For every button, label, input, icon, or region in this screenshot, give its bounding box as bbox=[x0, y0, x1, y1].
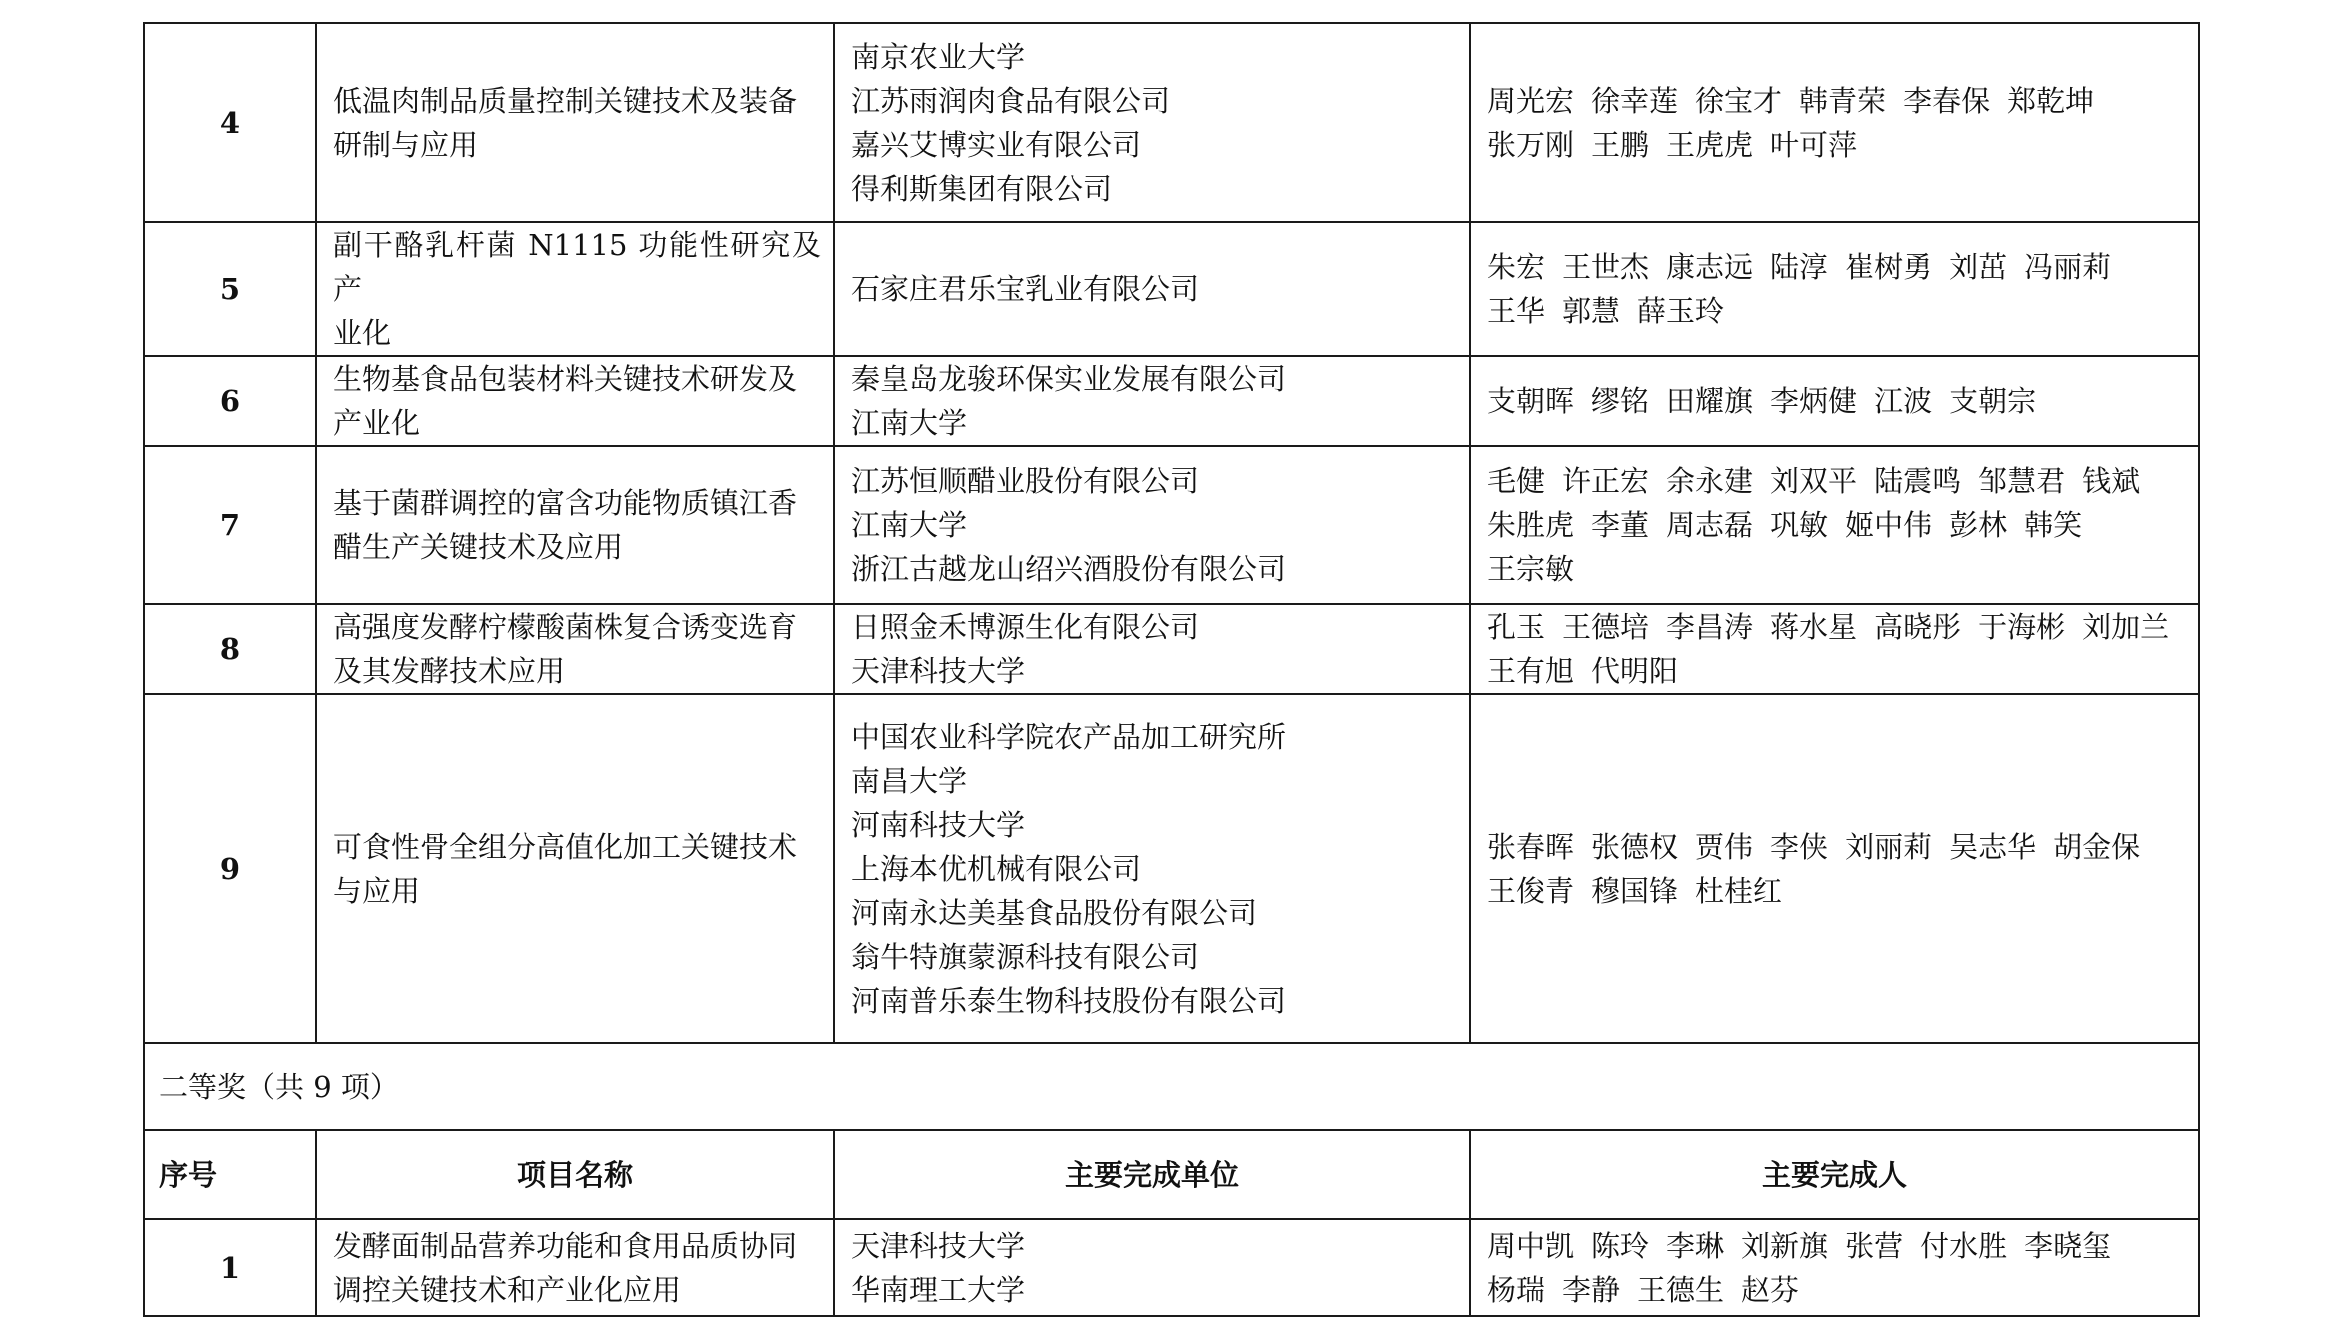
person-name: 高晓彤 bbox=[1874, 610, 1962, 644]
project-name-line: 调控关键技术和产业化应用 bbox=[333, 1272, 682, 1307]
unit-name: 河南科技大学 bbox=[851, 807, 1026, 842]
person-name: 王德生 bbox=[1637, 1272, 1725, 1307]
row-number: 5 bbox=[144, 222, 316, 356]
unit-name: 河南普乐泰生物科技股份有限公司 bbox=[851, 983, 1287, 1018]
people-line bbox=[1487, 459, 2190, 503]
person-name: 王世杰 bbox=[1562, 250, 1650, 284]
person-name: 支朝晖 bbox=[1487, 384, 1575, 418]
person-name: 杨瑞 bbox=[1487, 1272, 1546, 1307]
completion-people bbox=[1470, 446, 2199, 604]
person-name: 薛玉玲 bbox=[1637, 294, 1725, 328]
table-row bbox=[144, 694, 2199, 1043]
project-name-line: 基于菌群调控的富含功能物质镇江香 bbox=[333, 486, 798, 520]
people-line bbox=[1487, 245, 2190, 289]
person-name: 李春保 bbox=[1903, 83, 1991, 118]
person-name: 张春晖 bbox=[1487, 829, 1575, 864]
project-name bbox=[316, 222, 834, 356]
unit-name: 翁牛特旗蒙源科技有限公司 bbox=[851, 939, 1200, 974]
completion-units bbox=[834, 356, 1470, 446]
unit-name: 河南永达美基食品股份有限公司 bbox=[851, 895, 1258, 930]
table-row bbox=[144, 446, 2199, 604]
person-name: 王虎虎 bbox=[1666, 127, 1754, 162]
row-number: 6 bbox=[144, 356, 316, 446]
unit-name: 天津科技大学 bbox=[851, 1228, 1026, 1263]
person-name: 李琳 bbox=[1666, 1228, 1725, 1263]
person-name: 朱胜虎 bbox=[1487, 508, 1575, 542]
unit-name: 江苏雨润肉食品有限公司 bbox=[851, 83, 1171, 118]
person-name: 李侠 bbox=[1770, 829, 1829, 864]
project-name-line: 生物基食品包装材料关键技术研发及 bbox=[333, 362, 798, 396]
person-name: 钱斌 bbox=[2082, 464, 2141, 498]
unit-name: 秦皇岛龙骏环保实业发展有限公司 bbox=[851, 362, 1287, 396]
person-name: 缪铭 bbox=[1591, 384, 1650, 418]
unit-name: 南京农业大学 bbox=[851, 39, 1026, 74]
header-units: 主要完成单位 bbox=[834, 1130, 1470, 1219]
person-name: 李静 bbox=[1562, 1272, 1621, 1307]
unit-name: 上海本优机械有限公司 bbox=[851, 851, 1142, 886]
unit-name: 中国农业科学院农产品加工研究所 bbox=[851, 719, 1287, 754]
person-name: 刘茁 bbox=[1949, 250, 2008, 284]
person-name: 李炳健 bbox=[1770, 384, 1858, 418]
completion-people bbox=[1470, 604, 2199, 694]
person-name: 周中凯 bbox=[1487, 1228, 1575, 1263]
person-name: 刘加兰 bbox=[2082, 610, 2170, 644]
table-row bbox=[144, 1219, 2199, 1316]
completion-units bbox=[834, 604, 1470, 694]
project-name-line: 高强度发酵柠檬酸菌株复合诱变选育 bbox=[333, 610, 798, 644]
unit-name: 得利斯集团有限公司 bbox=[851, 171, 1113, 206]
person-name: 付水胜 bbox=[1920, 1228, 2008, 1263]
person-name: 吴志华 bbox=[1949, 829, 2037, 864]
person-name: 崔树勇 bbox=[1845, 250, 1933, 284]
person-name: 王俊青 bbox=[1487, 873, 1575, 908]
unit-name: 石家庄君乐宝乳业有限公司 bbox=[851, 272, 1200, 306]
document-page bbox=[143, 22, 2198, 1307]
award-table bbox=[143, 22, 2200, 1317]
person-name: 贾伟 bbox=[1695, 829, 1754, 864]
project-name-line: 可食性骨全组分高值化加工关键技术 bbox=[333, 829, 798, 864]
person-name: 王华 bbox=[1487, 294, 1546, 328]
person-name: 于海彬 bbox=[1978, 610, 2066, 644]
second-prize-rows bbox=[144, 1219, 2199, 1316]
person-name: 张德权 bbox=[1591, 829, 1679, 864]
row-number: 9 bbox=[144, 694, 316, 1043]
person-name: 胡金保 bbox=[2053, 829, 2141, 864]
person-name: 张万刚 bbox=[1487, 127, 1575, 162]
section-title: 二等奖（共 9 项） bbox=[144, 1043, 2199, 1130]
project-name bbox=[316, 356, 834, 446]
unit-name: 天津科技大学 bbox=[851, 654, 1026, 688]
table-row bbox=[144, 222, 2199, 356]
person-name: 穆国锋 bbox=[1591, 873, 1679, 908]
person-name: 赵芬 bbox=[1741, 1272, 1800, 1307]
person-name: 巩敏 bbox=[1770, 508, 1829, 542]
row-number: 7 bbox=[144, 446, 316, 604]
person-name: 王德培 bbox=[1562, 610, 1650, 644]
completion-people bbox=[1470, 356, 2199, 446]
person-name: 许正宏 bbox=[1562, 464, 1650, 498]
row-number: 1 bbox=[144, 1219, 316, 1316]
table-row bbox=[144, 604, 2199, 694]
person-name: 刘新旗 bbox=[1741, 1228, 1829, 1263]
people-line bbox=[1487, 869, 2190, 913]
person-name: 康志远 bbox=[1666, 250, 1754, 284]
person-name: 杜桂红 bbox=[1695, 873, 1783, 908]
row-number: 8 bbox=[144, 604, 316, 694]
header-project: 项目名称 bbox=[316, 1130, 834, 1219]
project-name-line: 与应用 bbox=[333, 873, 421, 908]
people-line bbox=[1487, 79, 2190, 123]
project-name-line: 业化 bbox=[333, 316, 392, 350]
people-line bbox=[1487, 825, 2190, 869]
completion-units bbox=[834, 1219, 1470, 1316]
header-people: 主要完成人 bbox=[1470, 1130, 2199, 1219]
project-name-line: 产业化 bbox=[333, 406, 421, 440]
person-name: 孔玉 bbox=[1487, 610, 1546, 644]
person-name: 张营 bbox=[1845, 1228, 1904, 1263]
completion-people bbox=[1470, 23, 2199, 222]
project-name-line: 及其发酵技术应用 bbox=[333, 654, 566, 688]
person-name: 彭林 bbox=[1949, 508, 2008, 542]
completion-units bbox=[834, 23, 1470, 222]
unit-name: 江苏恒顺醋业股份有限公司 bbox=[851, 464, 1200, 498]
completion-people bbox=[1470, 222, 2199, 356]
person-name: 陆淳 bbox=[1770, 250, 1829, 284]
people-line bbox=[1487, 289, 2190, 333]
table-row bbox=[144, 23, 2199, 222]
person-name: 王有旭 bbox=[1487, 654, 1575, 688]
person-name: 江波 bbox=[1874, 384, 1933, 418]
person-name: 陆震鸣 bbox=[1874, 464, 1962, 498]
people-line bbox=[1487, 547, 2190, 591]
person-name: 王宗敏 bbox=[1487, 552, 1575, 586]
people-line bbox=[1487, 649, 2190, 693]
person-name: 支朝宗 bbox=[1949, 384, 2037, 418]
project-name bbox=[316, 694, 834, 1043]
person-name: 田耀旗 bbox=[1666, 384, 1754, 418]
header-row bbox=[144, 1130, 2199, 1219]
person-name: 余永建 bbox=[1666, 464, 1754, 498]
person-name: 刘丽莉 bbox=[1845, 829, 1933, 864]
person-name: 姬中伟 bbox=[1845, 508, 1933, 542]
person-name: 邹慧君 bbox=[1978, 464, 2066, 498]
person-name: 李昌涛 bbox=[1666, 610, 1754, 644]
person-name: 代明阳 bbox=[1591, 654, 1679, 688]
row-number: 4 bbox=[144, 23, 316, 222]
completion-units bbox=[834, 222, 1470, 356]
table-row bbox=[144, 356, 2199, 446]
person-name: 李董 bbox=[1591, 508, 1650, 542]
person-name: 周光宏 bbox=[1487, 83, 1575, 118]
first-prize-rows bbox=[144, 23, 2199, 1043]
person-name: 韩笑 bbox=[2024, 508, 2083, 542]
completion-units bbox=[834, 694, 1470, 1043]
project-name-line: 低温肉制品质量控制关键技术及装备 bbox=[333, 83, 798, 118]
project-name bbox=[316, 604, 834, 694]
people-line bbox=[1487, 503, 2190, 547]
person-name: 韩青荣 bbox=[1799, 83, 1887, 118]
header-no: 序号 bbox=[144, 1130, 316, 1219]
person-name: 叶可萍 bbox=[1770, 127, 1858, 162]
person-name: 毛健 bbox=[1487, 464, 1546, 498]
person-name: 蒋水星 bbox=[1770, 610, 1858, 644]
section-row bbox=[144, 1043, 2199, 1130]
project-name bbox=[316, 446, 834, 604]
person-name: 李晓玺 bbox=[2024, 1228, 2112, 1263]
unit-name: 南昌大学 bbox=[851, 763, 968, 798]
project-name-line: 研制与应用 bbox=[333, 127, 479, 162]
person-name: 徐宝才 bbox=[1695, 83, 1783, 118]
person-name: 郑乾坤 bbox=[2007, 83, 2095, 118]
person-name: 朱宏 bbox=[1487, 250, 1546, 284]
project-name-line: 醋生产关键技术及应用 bbox=[333, 530, 624, 564]
person-name: 徐幸莲 bbox=[1591, 83, 1679, 118]
person-name: 王鹏 bbox=[1591, 127, 1650, 162]
project-name-line: 发酵面制品营养功能和食用品质协同 bbox=[333, 1228, 798, 1263]
unit-name: 浙江古越龙山绍兴酒股份有限公司 bbox=[851, 552, 1287, 586]
people-line bbox=[1487, 605, 2190, 649]
completion-people bbox=[1470, 1219, 2199, 1316]
completion-people bbox=[1470, 694, 2199, 1043]
person-name: 周志磊 bbox=[1666, 508, 1754, 542]
people-line bbox=[1487, 379, 2190, 423]
person-name: 冯丽莉 bbox=[2024, 250, 2112, 284]
people-line bbox=[1487, 1224, 2190, 1268]
unit-name: 华南理工大学 bbox=[851, 1272, 1026, 1307]
project-name bbox=[316, 23, 834, 222]
person-name: 刘双平 bbox=[1770, 464, 1858, 498]
person-name: 陈玲 bbox=[1591, 1228, 1650, 1263]
unit-name: 江南大学 bbox=[851, 508, 968, 542]
unit-name: 日照金禾博源生化有限公司 bbox=[851, 610, 1200, 644]
people-line bbox=[1487, 1268, 2190, 1312]
project-name-line: 副干酪乳杆菌 N1115 功能性研究及产 bbox=[333, 228, 821, 306]
person-name: 郭慧 bbox=[1562, 294, 1621, 328]
unit-name: 江南大学 bbox=[851, 406, 968, 440]
project-name bbox=[316, 1219, 834, 1316]
completion-units bbox=[834, 446, 1470, 604]
people-line bbox=[1487, 123, 2190, 167]
unit-name: 嘉兴艾博实业有限公司 bbox=[851, 127, 1142, 162]
